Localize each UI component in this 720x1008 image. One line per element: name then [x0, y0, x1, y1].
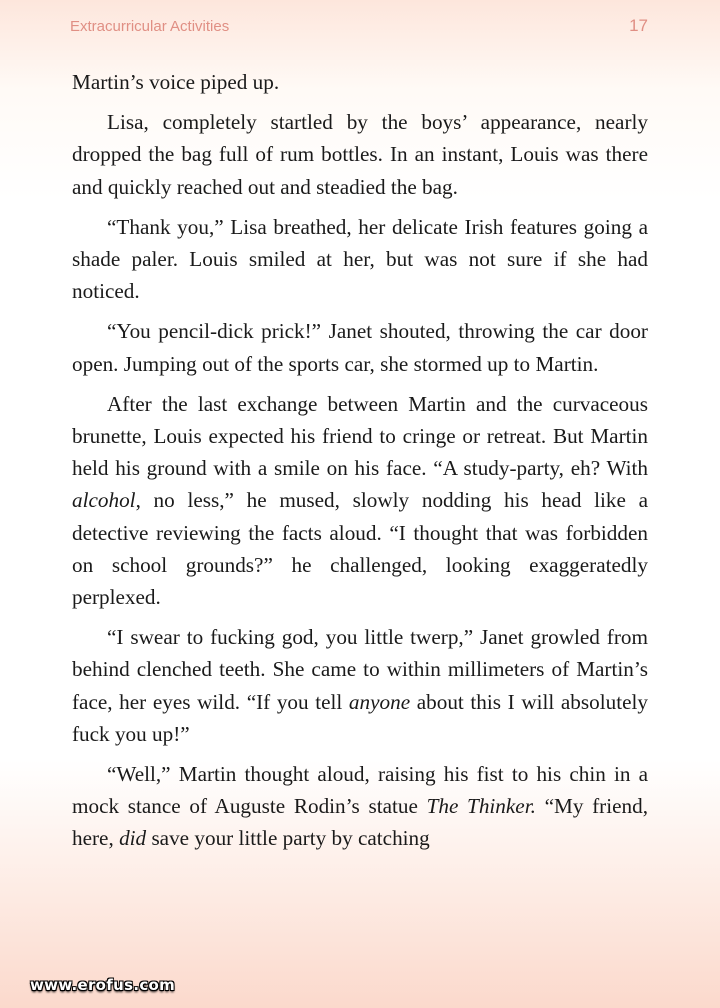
running-header — [70, 14, 648, 38]
paragraph — [72, 66, 648, 98]
text-run: , no less,” he mused, slowly nodding his head like a detective reviewing the facts aloud. “I thought that was forbidden on school grounds?” he challenged, looking exaggeratedly perplexed. — [72, 488, 648, 610]
text-run: “You pencil-dick prick!” Janet shouted, throwing the car door open. Jumping out of the sports car, she stormed up to Martin. — [72, 319, 648, 376]
italic-text: did — [119, 826, 147, 851]
italic-text: anyone — [348, 689, 411, 714]
text-run: Lisa, completely startled by the boys’ appearance, nearly dropped the bag full of rum bottles. In an instant, Louis was there and quickly reached out and steadied the bag. — [72, 110, 648, 199]
text-run: “Thank you,” Lisa breathed, her delicate Irish features going a shade paler. Louis smiled at her, but was not sure if she had noticed. — [72, 214, 648, 304]
running-title: Extracurricular Activities — [70, 17, 230, 35]
paragraph — [72, 106, 648, 203]
text-run: about this I will absolutely fuck you up!” — [72, 689, 648, 746]
text-run: After the last exchange between Martin and the curvaceous brunette, Louis expected his friend to cringe or retreat. But Martin held his ground with a smile on his face. “A study-party, eh? With — [72, 391, 648, 481]
italic-text: The Thinker. — [426, 794, 536, 819]
page-body — [72, 66, 648, 863]
paragraph — [72, 758, 648, 855]
paragraph — [72, 211, 648, 308]
text-run: “My friend, here, — [72, 794, 648, 851]
paragraph — [72, 621, 648, 750]
text-run: Martin’s voice piped up. — [72, 70, 280, 94]
text-run: “I swear to fucking god, you little twerp,” Janet growled from behind clenched teeth. She came to within millimeters of Martin’s face, her eyes wild. “If you tell — [72, 625, 648, 714]
italic-text: alcohol — [72, 488, 136, 513]
text-run: save your little party by catching — [146, 826, 430, 851]
paragraph — [72, 388, 648, 613]
watermark: www.erofus.com — [30, 976, 176, 994]
page-number: 17 — [629, 16, 648, 35]
paragraph — [72, 315, 648, 379]
text-run: “Well,” Martin thought aloud, raising his fist to his chin in a mock stance of Auguste Rodin’s statue — [72, 762, 648, 819]
